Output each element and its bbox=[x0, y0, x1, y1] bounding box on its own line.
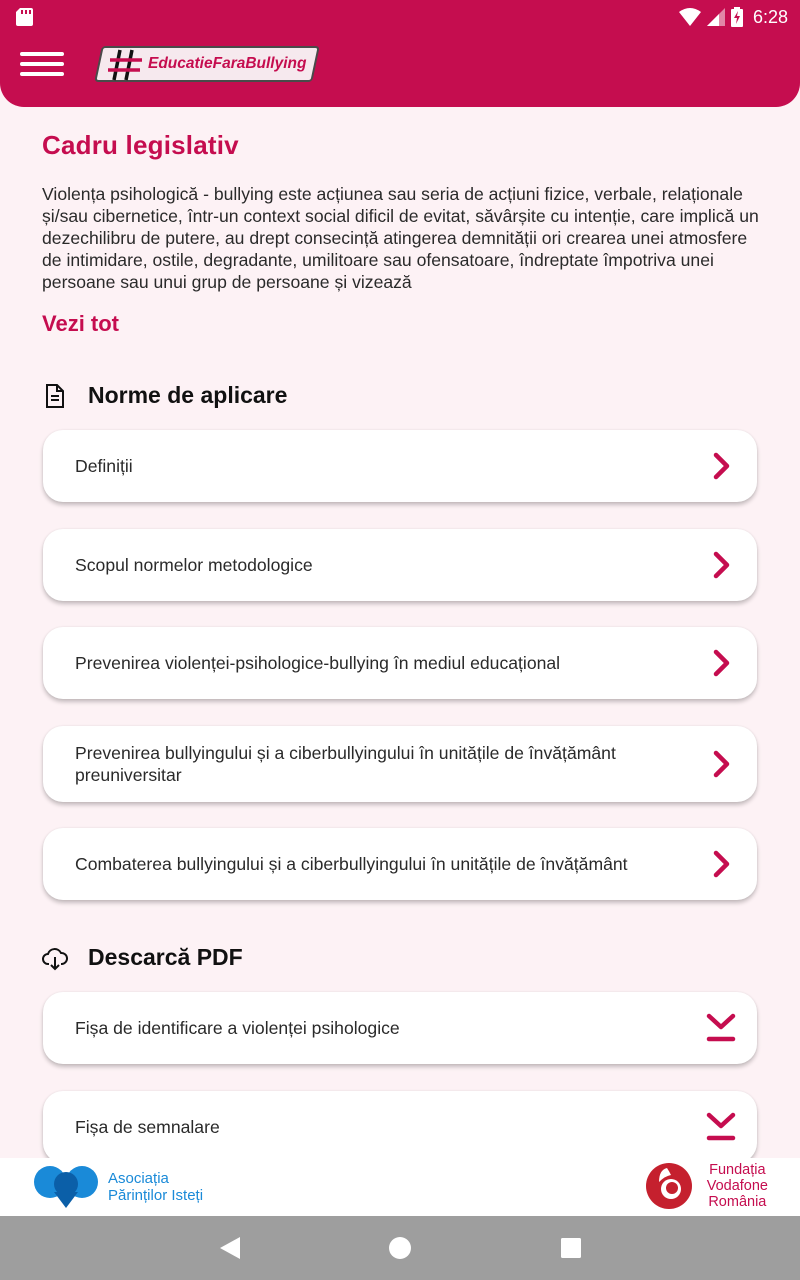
page-title: Cadru legislativ bbox=[42, 130, 239, 160]
recents-icon[interactable] bbox=[557, 1234, 585, 1262]
sponsor-parents-association bbox=[32, 1164, 203, 1210]
download-item-label: Fișa de identificare a violenței psihologice bbox=[75, 1018, 400, 1038]
chevron-right-icon bbox=[705, 748, 737, 780]
brand-name: EducatieFaraBullying bbox=[148, 55, 307, 72]
norm-item-label: Definiții bbox=[75, 456, 133, 476]
menu-button[interactable] bbox=[20, 52, 64, 76]
see-all-link[interactable]: Vezi tot bbox=[42, 311, 120, 336]
chevron-right-icon bbox=[705, 647, 737, 679]
intro-paragraph: Violența psihologică - bullying este acțiunea sau seria de acțiuni fizice, verbale, relaționale și/sau cibernetice, într-un context social dificil de evitat, săvârșite cu intenție, care implică un dezechilibru de putere, au drept consecință atingerea demnității ori crearea unei atmosfere de intimidare, ostile, degradante, umilitoare sau ofensatoare, îndreptate împotriva unei persoane sau unui grup de persoane și vizează bbox=[42, 184, 759, 292]
download-item-identification[interactable] bbox=[43, 992, 757, 1064]
download-item-label: Fișa de semnalare bbox=[75, 1117, 220, 1137]
sponsor-left-line1: Asociația bbox=[108, 1170, 169, 1187]
status-bar bbox=[0, 0, 800, 34]
battery-charging-icon bbox=[731, 7, 743, 27]
hashtag-icon bbox=[106, 46, 146, 82]
norm-item-label: Scopul normelor metodologice bbox=[75, 555, 313, 575]
cloud-download-icon bbox=[42, 945, 68, 971]
sponsor-right-line3: România bbox=[708, 1194, 767, 1210]
sponsors-footer bbox=[0, 1158, 800, 1216]
norm-item-purpose[interactable] bbox=[43, 529, 757, 601]
norm-item-label: Prevenirea bullyingului și a ciberbullyingului în unitățile de învățământ preuniversitar bbox=[75, 743, 616, 785]
sponsor-vodafone-foundation bbox=[645, 1162, 768, 1210]
app-logo bbox=[88, 44, 318, 84]
sd-card-icon bbox=[16, 8, 33, 26]
norm-item-label: Prevenirea violenței-psihologice-bullying în mediul educațional bbox=[75, 653, 561, 673]
norm-item-prevention-schools[interactable] bbox=[43, 726, 757, 802]
sponsor-right-line2: Vodafone bbox=[706, 1178, 768, 1194]
signal-icon bbox=[707, 8, 725, 26]
legal-framework-section bbox=[42, 130, 762, 337]
app-bar bbox=[0, 0, 800, 107]
norm-item-label: Combaterea bullyingului și a ciberbullyingului în unitățile de învățământ bbox=[75, 854, 628, 874]
sponsor-right-line1: Fundația bbox=[709, 1162, 766, 1178]
sponsor-left-line2: Părinților Isteți bbox=[108, 1187, 204, 1204]
downloads-title: Descarcă PDF bbox=[88, 944, 243, 970]
system-nav-bar bbox=[0, 1216, 800, 1280]
norms-header bbox=[42, 382, 287, 409]
wifi-icon bbox=[679, 8, 701, 26]
parents-association-logo-icon bbox=[32, 1164, 102, 1210]
chevron-right-icon bbox=[705, 549, 737, 581]
status-icons bbox=[679, 5, 788, 29]
norm-item-combating[interactable] bbox=[43, 828, 757, 900]
download-icon bbox=[705, 1012, 737, 1044]
back-icon[interactable] bbox=[216, 1234, 244, 1262]
download-item-reporting[interactable] bbox=[43, 1091, 757, 1163]
download-icon bbox=[705, 1111, 737, 1143]
document-icon bbox=[42, 383, 68, 409]
home-icon[interactable] bbox=[386, 1234, 414, 1262]
vodafone-logo-icon bbox=[645, 1162, 693, 1210]
chevron-right-icon bbox=[705, 848, 737, 880]
status-time: 6:28 bbox=[752, 6, 788, 27]
downloads-header bbox=[42, 944, 243, 971]
norm-item-definitions[interactable] bbox=[43, 430, 757, 502]
norm-item-prevention-education[interactable] bbox=[43, 627, 757, 699]
norms-title: Norme de aplicare bbox=[88, 382, 288, 408]
chevron-right-icon bbox=[705, 450, 737, 482]
